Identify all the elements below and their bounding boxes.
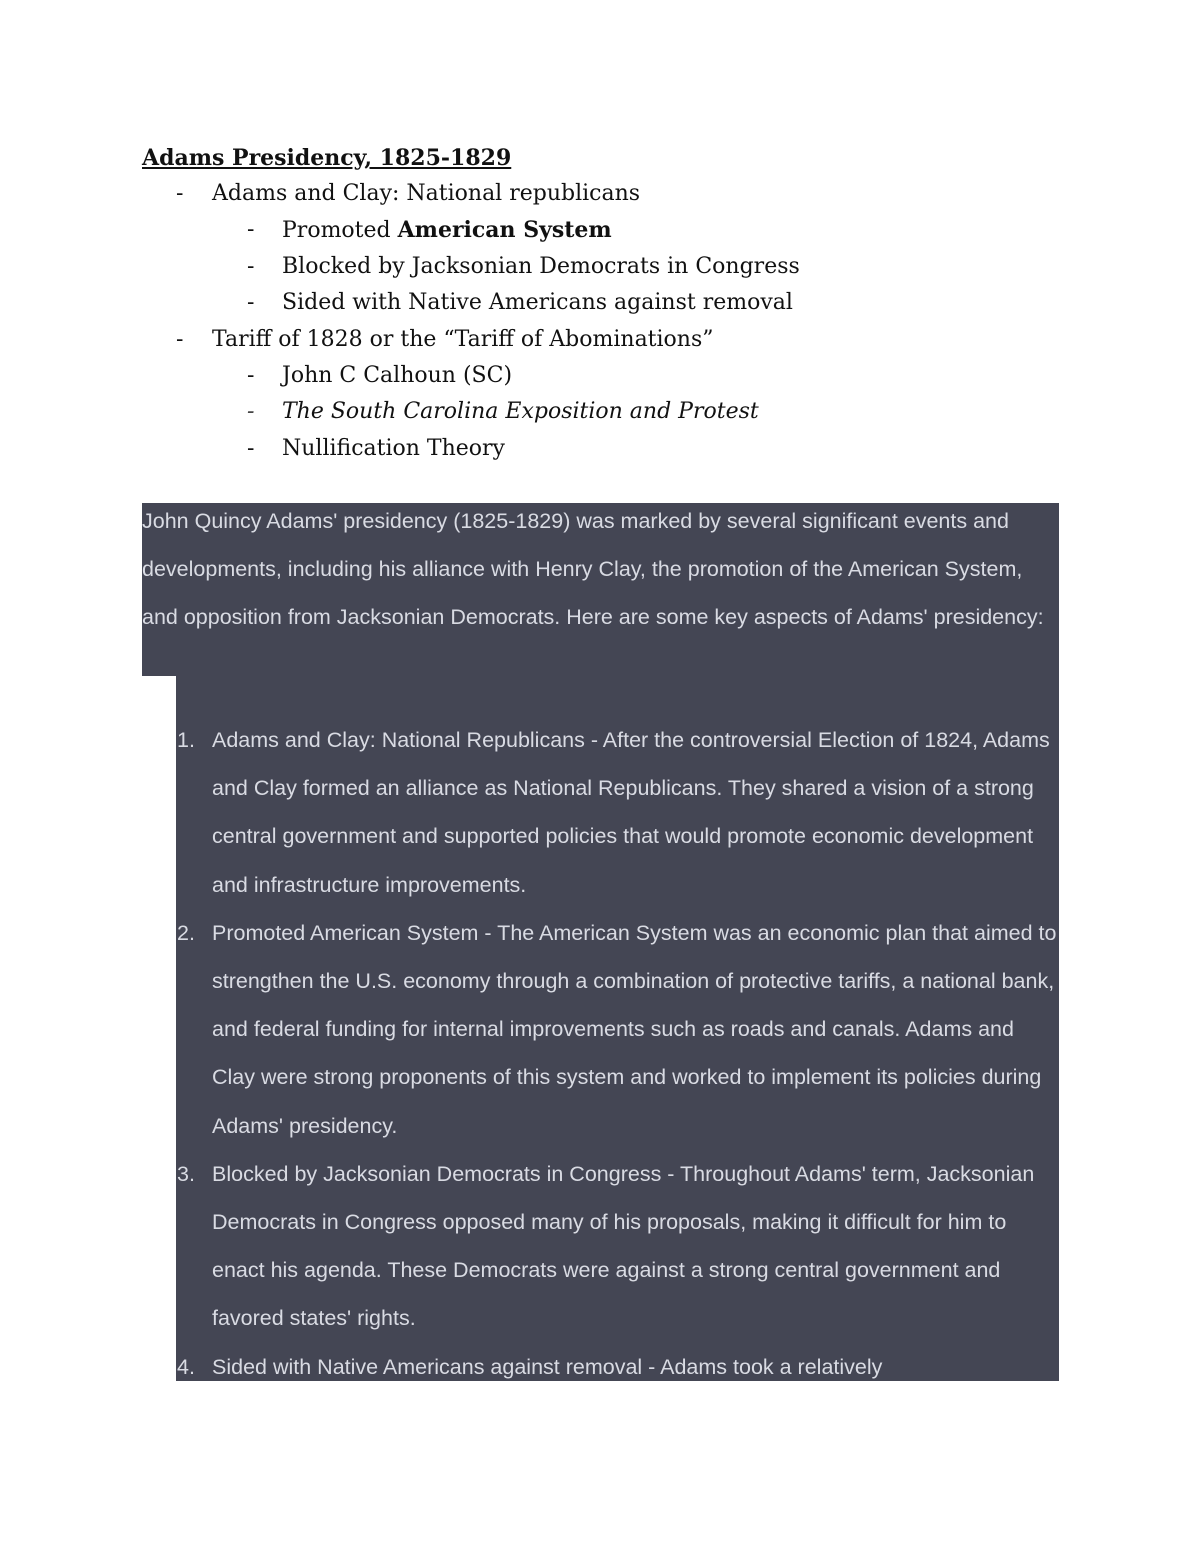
list-item-text: Blocked by Jacksonian Democrats in Congress - Throughout Adams' term, Jacksonian Democrats in Congress opposed many of his proposals, making it difficult for him to enact his agenda. These Democrats were against a strong central government and favored states' rights. [212, 1161, 1035, 1331]
sub-bullet-item [142, 249, 1062, 285]
sub-bullet-item [142, 212, 1062, 248]
list-item [142, 716, 1060, 909]
sub-bullet-item [142, 394, 1062, 430]
list-item [142, 1150, 1060, 1343]
dash-bullet: - [247, 217, 255, 243]
pasted-ai-response [142, 497, 1060, 1379]
list-item-text: Adams and Clay: National Republicans - After the controversial Election of 1824, Adams and Clay formed an alliance as National Republicans. They shared a vision of a strong central government and supported policies that would promote economic development and infrastructure improvements. [212, 728, 1050, 897]
list-number: 1. [177, 728, 195, 752]
sub-bullet-item [142, 285, 1062, 321]
bullet-text: Blocked by Jacksonian Democrats in Congress [282, 253, 800, 279]
response-numbered-list [142, 716, 1060, 1391]
dash-bullet: - [247, 362, 255, 388]
outline-notes [142, 140, 1062, 467]
list-item-text: Promoted American System - The American System was an economic plan that aimed to strengthen the U.S. economy through a combination of protective tariffs, a national bank, and federal funding for internal improvements such as roads and canals. Adams and Clay were strong proponents of this system and worked to implement its policies during Adams' presidency. [212, 920, 1057, 1138]
list-number: 2. [177, 920, 195, 945]
section-title: Adams Presidency, 1825-1829 [142, 145, 512, 171]
list-item-text: Sided with Native Americans against removal - Adams took a relatively [212, 1354, 883, 1379]
bullet-text-italic: The South Carolina Exposition and Protest [282, 399, 759, 425]
dash-bullet: - [176, 326, 184, 352]
list-item [142, 1343, 1060, 1391]
bullet-text: John C Calhoun (SC) [282, 362, 513, 388]
bullet-text-bold: American System [397, 217, 612, 244]
dash-bullet: - [247, 253, 255, 279]
bullet-text: Tariff of 1828 or the “Tariff of Abominations” [212, 326, 714, 352]
list-number: 4. [177, 1354, 195, 1379]
bullet-text [282, 212, 612, 249]
list-number: 3. [177, 1161, 195, 1186]
sub-bullet-item [142, 431, 1062, 467]
bullet-text: Nullification Theory [282, 435, 505, 461]
response-intro: John Quincy Adams' presidency (1825-1829) was marked by several significant events and developments, including his alliance with Henry Clay, the promotion of the American System, and opposition from Jacksonian Democrats. Here are some key aspects of Adams' presidency: [142, 509, 1044, 630]
bullet-item [142, 322, 1062, 358]
dash-bullet: - [247, 290, 255, 316]
bullet-text-plain: Promoted [282, 218, 398, 244]
dash-bullet: - [176, 181, 184, 206]
list-item [142, 909, 1060, 1150]
sub-bullet-item [142, 358, 1062, 394]
bullet-text: Sided with Native Americans against removal [282, 290, 793, 316]
bullet-item [142, 176, 1062, 212]
bullet-text: Adams and Clay: National republicans [212, 181, 641, 206]
dash-bullet: - [247, 399, 255, 425]
dash-bullet: - [247, 435, 255, 461]
